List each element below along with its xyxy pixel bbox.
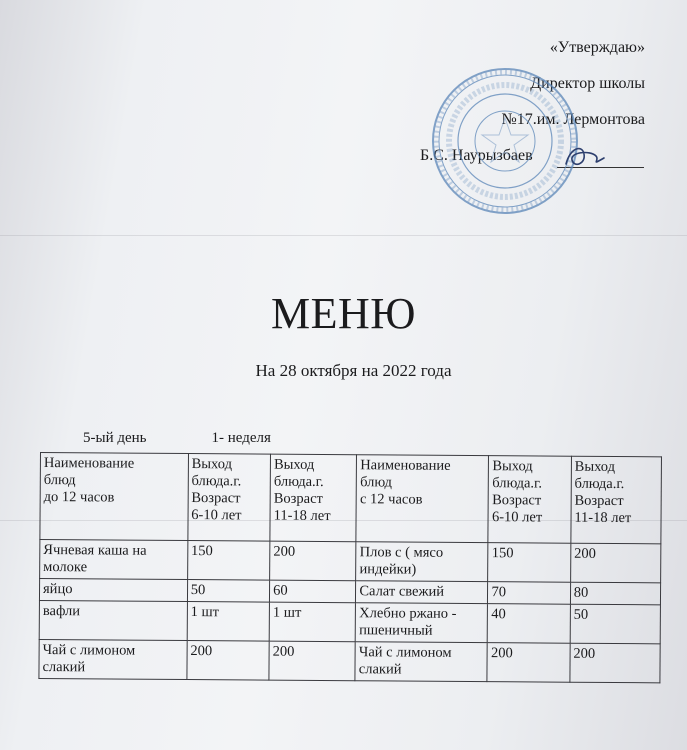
school-stamp-icon [430,66,580,216]
column-header: Выход блюда.г. Возраст 11-18 лет [270,454,357,542]
table-cell: Чай с лимоном слакий [355,642,487,682]
day-label: 5-ый день [83,430,147,446]
table-cell: Плов с ( мясо индейки) [356,542,488,582]
table-cell: Хлебно ржано - пшеничный [356,603,488,643]
paper-fold [0,235,687,236]
day-week-line [83,430,271,447]
table-cell: 200 [270,541,357,581]
table-cell: 40 [488,604,571,644]
table-row [39,639,660,682]
table-cell: вафли [39,600,187,640]
signature-icon [560,140,610,174]
menu-date: На 28 октября на 2022 года [255,361,452,380]
table-cell: Чай с лимоном слакий [39,639,187,679]
column-header: Выход блюда.г. Возраст 6-10 лет [488,456,571,544]
table-cell: 200 [269,641,356,681]
table-cell: 1 шт [187,602,270,642]
table-cell: 200 [187,641,270,681]
table-cell: 1 шт [269,602,356,642]
column-header: Выход блюда.г. Возраст 6-10 лет [188,454,271,542]
table-cell: Ячневая каша на молоке [40,540,188,580]
table-header-row [40,453,662,544]
table-cell: Салат свежий [356,581,488,604]
table-cell: 80 [570,582,660,605]
column-header: Выход блюда.г. Возраст 11-18 лет [571,456,662,544]
table-cell: 150 [488,543,571,583]
column-header: Наименование блюд с 12 часов [356,455,489,543]
approval-heading: «Утверждаю» [549,39,645,56]
table-cell: 200 [570,643,660,683]
table-row [40,540,661,583]
table-cell: 60 [270,580,356,603]
table-cell: 200 [570,543,660,583]
column-header: Наименование блюд до 12 часов [40,453,188,541]
approval-signer: Б.С. Наурызбаев [420,147,533,164]
table-cell: 70 [488,582,570,605]
table-cell: 200 [487,643,570,683]
table-cell: яйцо [39,579,187,602]
table-row [39,600,660,643]
table-cell: 50 [570,604,660,644]
approval-position: Директор школы [530,75,645,92]
approval-school: №17.им. Лермонтова [501,111,645,128]
week-label: 1- неделя [211,430,271,446]
table-cell: 150 [187,541,270,581]
table-cell: 50 [187,580,269,603]
menu-table [38,452,662,683]
menu-title: МЕНЮ [271,289,416,338]
